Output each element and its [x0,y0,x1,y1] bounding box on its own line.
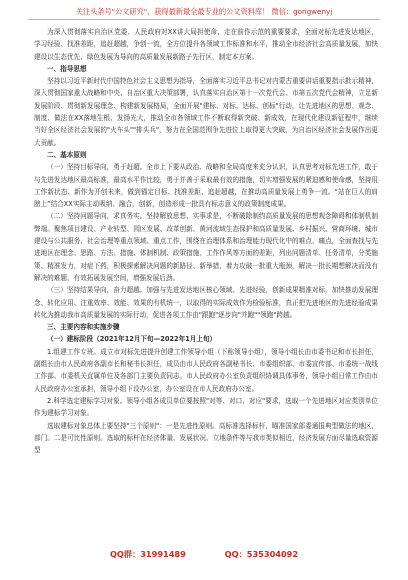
principle-goal-oriented: （一）坚持目标导向，勇于赶超。全市上下要从政治、战略和全局高度来充分认识，认真思考对标先进工作，敢于与先进发达地区最高标准，最高水平作比较，勇于并善于采取最有效的措施，切实增强发展的紧迫感和使命感，坚持用工作新状态、新作为开创未来，做到锚定目标、找准差距、追赶超越，在推动高质量发展上勇争一流。“站在巨人的肩膀上”结合XX实际主动吸纳、融合，创新，创造形成一批具有标志意义的政策制度成果。 [34,163,378,209]
working-group-paragraph: 1.组建工作专班。成立市对标先进提升创建工作领导小组（下称领导小组），领导小组长由市委书记和市长担任，副组长由市人民政府各副市长和秘书长担任，成员由市人民政府各副秘书长、市委组织部、市委宣传部、市委统一战线工作部、市委机关直属单位及各部门主要负责同志。市人民政府办公室负责组织协调具体事务，领导小组日常工作由市人民政府办公室承担，领导小组下设办公室，办公室设在市人民政府办公室。 [34,347,378,393]
document-body [34,26,378,456]
qq-contact-number: QQ：535304092 [224,549,299,559]
top-banner: 关注头条号"公文研究"，获得最新最全最专业的公文资料库！ 微信：gongwenyj [75,7,333,16]
guiding-ideology-paragraph: 坚持以习近平新时代中国特色社会主义思想为指导，全面落实习近平总书记对内蒙古重要讲话重要指示批示精神，深入贯彻国家重大战略和中央、自治区重大决策部署，认真落实自治区第十一次党代会、市第五次党代会精神，立足新发展阶段、贯彻新发展理念、构建新发展格局，全面开展"建标、对标、达标、创标"行动，让先进地区的思想、观念、制度、做法在XX落地生根、发扬光大，推动全市各领域工作不断取得新突破、新成效，在现代化建设新征程中，继续当好全区经济社会发展的"火车头""排头兵"，努力在全国范围争先进位上取得更大突破，为自治区经济社会发展作出更大贡献。 [34,77,378,147]
selection-principles-paragraph: 选取建标对象总体上要坚持"三个原则"：一是先进性原则。高标准选择标杆，瞄准国家部委通报典型做法的地区，部门。二是可比性原则。选取的标杆在经济体量、发展状况、立地条件等与我市类似相近，经济发展方面尽量选取资源型 [34,421,378,455]
select-benchmark-paragraph: 2.科学选定建标学习对象。领导小组各成员单位要按照"对等、对口、对应"要求，选取一个先进地区对应类别单位作为建标学习对象。 [34,396,378,418]
section-heading-basic-principles: 二、基本原则 [47,150,87,159]
principle-result-oriented: （三）坚持结果导向，奋力超越。加强与先进发达地区核心领域、先进经验，创新成果精准对标，加快推动发展理念、转化应用、注重效率、效能、效果的有机统一，以取得的实际成效作为检验标准，真正把先进地区的先进经验成果转化为推动我市高质量发展的实际行动，促进各项工作由"跟跑"逐步向"并跑""领跑"跨越。 [34,286,378,319]
intro-paragraph: 为深入贯彻落实自治区党委、人民政府对XX讲大局担使命、走在前作示范的重要要求，全面对标先进发达地区，学习经验、找准差距，追赶超越，争创一流，全方位提升各领域工作标准和水平，推动全市经济社会高质量发展，加快建设以生态优先、绿色发展为导向的高质量发展新路子先行区，制定本方案。 [34,28,378,61]
principle-problem-oriented: （二）坚持问题导向，求真务实。坚持解放思想、实事求是，不断破除制约高质量发展的思想观念障碍和体制机制弊端。聚焦项目建设、产业转型、园区发展、改革创新、黄河流域生态保护和高质量发展、乡村振兴、营商环境、城市建设与公共服务、社会治理等重点领域、重点工作，围绕在治理体系和治理能力现代化中的难点、痛点，全面查找与先进地区在理念、思路、方法、措施、体制机制、政策措施、工作作风等方面的差距，列出问题清单、任务清单，分类施策、精准发力，对症下药，积极探索解决问题的新路径、新举措，着力攻破一批重大瓶颈，解决一批长期想解决而没有解决的难题，有效拓展发展空间，增强发展后劲。 [34,212,378,282]
qq-group-number: QQ群：31991489 [109,549,186,559]
header-divider [28,19,380,20]
section-heading-main-content: 三、主要内容和实施步骤 [47,323,120,332]
subsection-heading-benchmark-stage: （一）建标阶段（2021年12月下旬—2022年1月上旬） [47,335,217,344]
contact-footer [0,546,408,562]
section-heading-guiding-ideology: 一、指导思想 [47,64,87,73]
